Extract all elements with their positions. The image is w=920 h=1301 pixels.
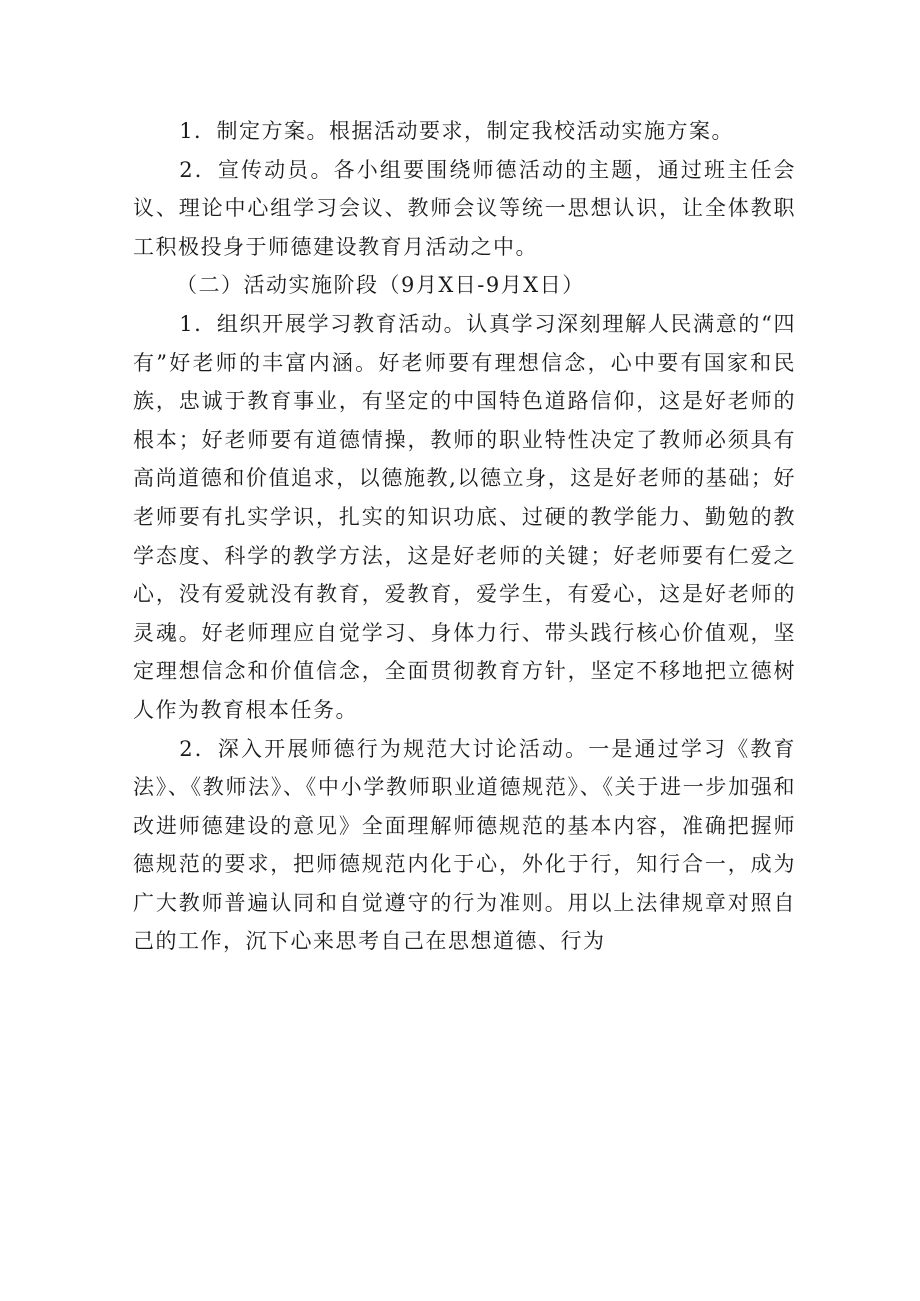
paragraph-publicity-mobilization: 2．宣传动员。各小组要围绕师德活动的主题，通过班主任会议、理论中心组学习会议、教师会议等统一思想认识，让全体教职工积极投身于师德建设教育月活动之中。 [133, 157, 796, 259]
section-heading-implementation-stage: （二）活动实施阶段（9月X日-9月X日） [176, 273, 585, 298]
paragraph-study-education: 1．组织开展学习教育活动。认真学习深刻理解人民满意的“四有”好老师的丰富内涵。好老师要有理想信念，心中要有国家和民族，忠诚于教育事业，有坚定的中国特色道路信仰，这是好老师的根本；好老师要有道德情操，教师的职业特性决定了教师必须具有高尚道德和价值追求，以德施教,以德立身，这是好老师的基础；好老师要有扎实学识，扎实的知识功底、过硬的教学能力、勤勉的教学态度、科学的教学方法，这是好老师的关键；好老师要有仁爱之心，没有爱就没有教育，爱教育，爱学生，有爱心，这是好老师的灵魂。好老师理应自觉学习、身体力行、带头践行核心价值观，坚定理想信念和价值信念，全面贯彻教育方针，坚定不移地把立德树人作为教育根本任务。 [133, 311, 796, 722]
paragraph-conduct-discussion: 2．深入开展师德行为规范大讨论活动。一是通过学习《教育法》、《教师法》、《中小学教师职业道德规范》、《关于进一步加强和改进师德建设的意见》全面理解师德规范的基本内容，准确把握师德规范的要求，把师德规范内化于心，外化于行，知行合一，成为广大教师普遍认同和自觉遵守的行为准则。用以上法律规章对照自己的工作，沉下心来思考自己在思想道德、行为 [133, 736, 796, 954]
paragraph-make-plan: 1．制定方案。根据活动要求，制定我校活动实施方案。 [179, 119, 735, 143]
document-body [133, 112, 796, 961]
